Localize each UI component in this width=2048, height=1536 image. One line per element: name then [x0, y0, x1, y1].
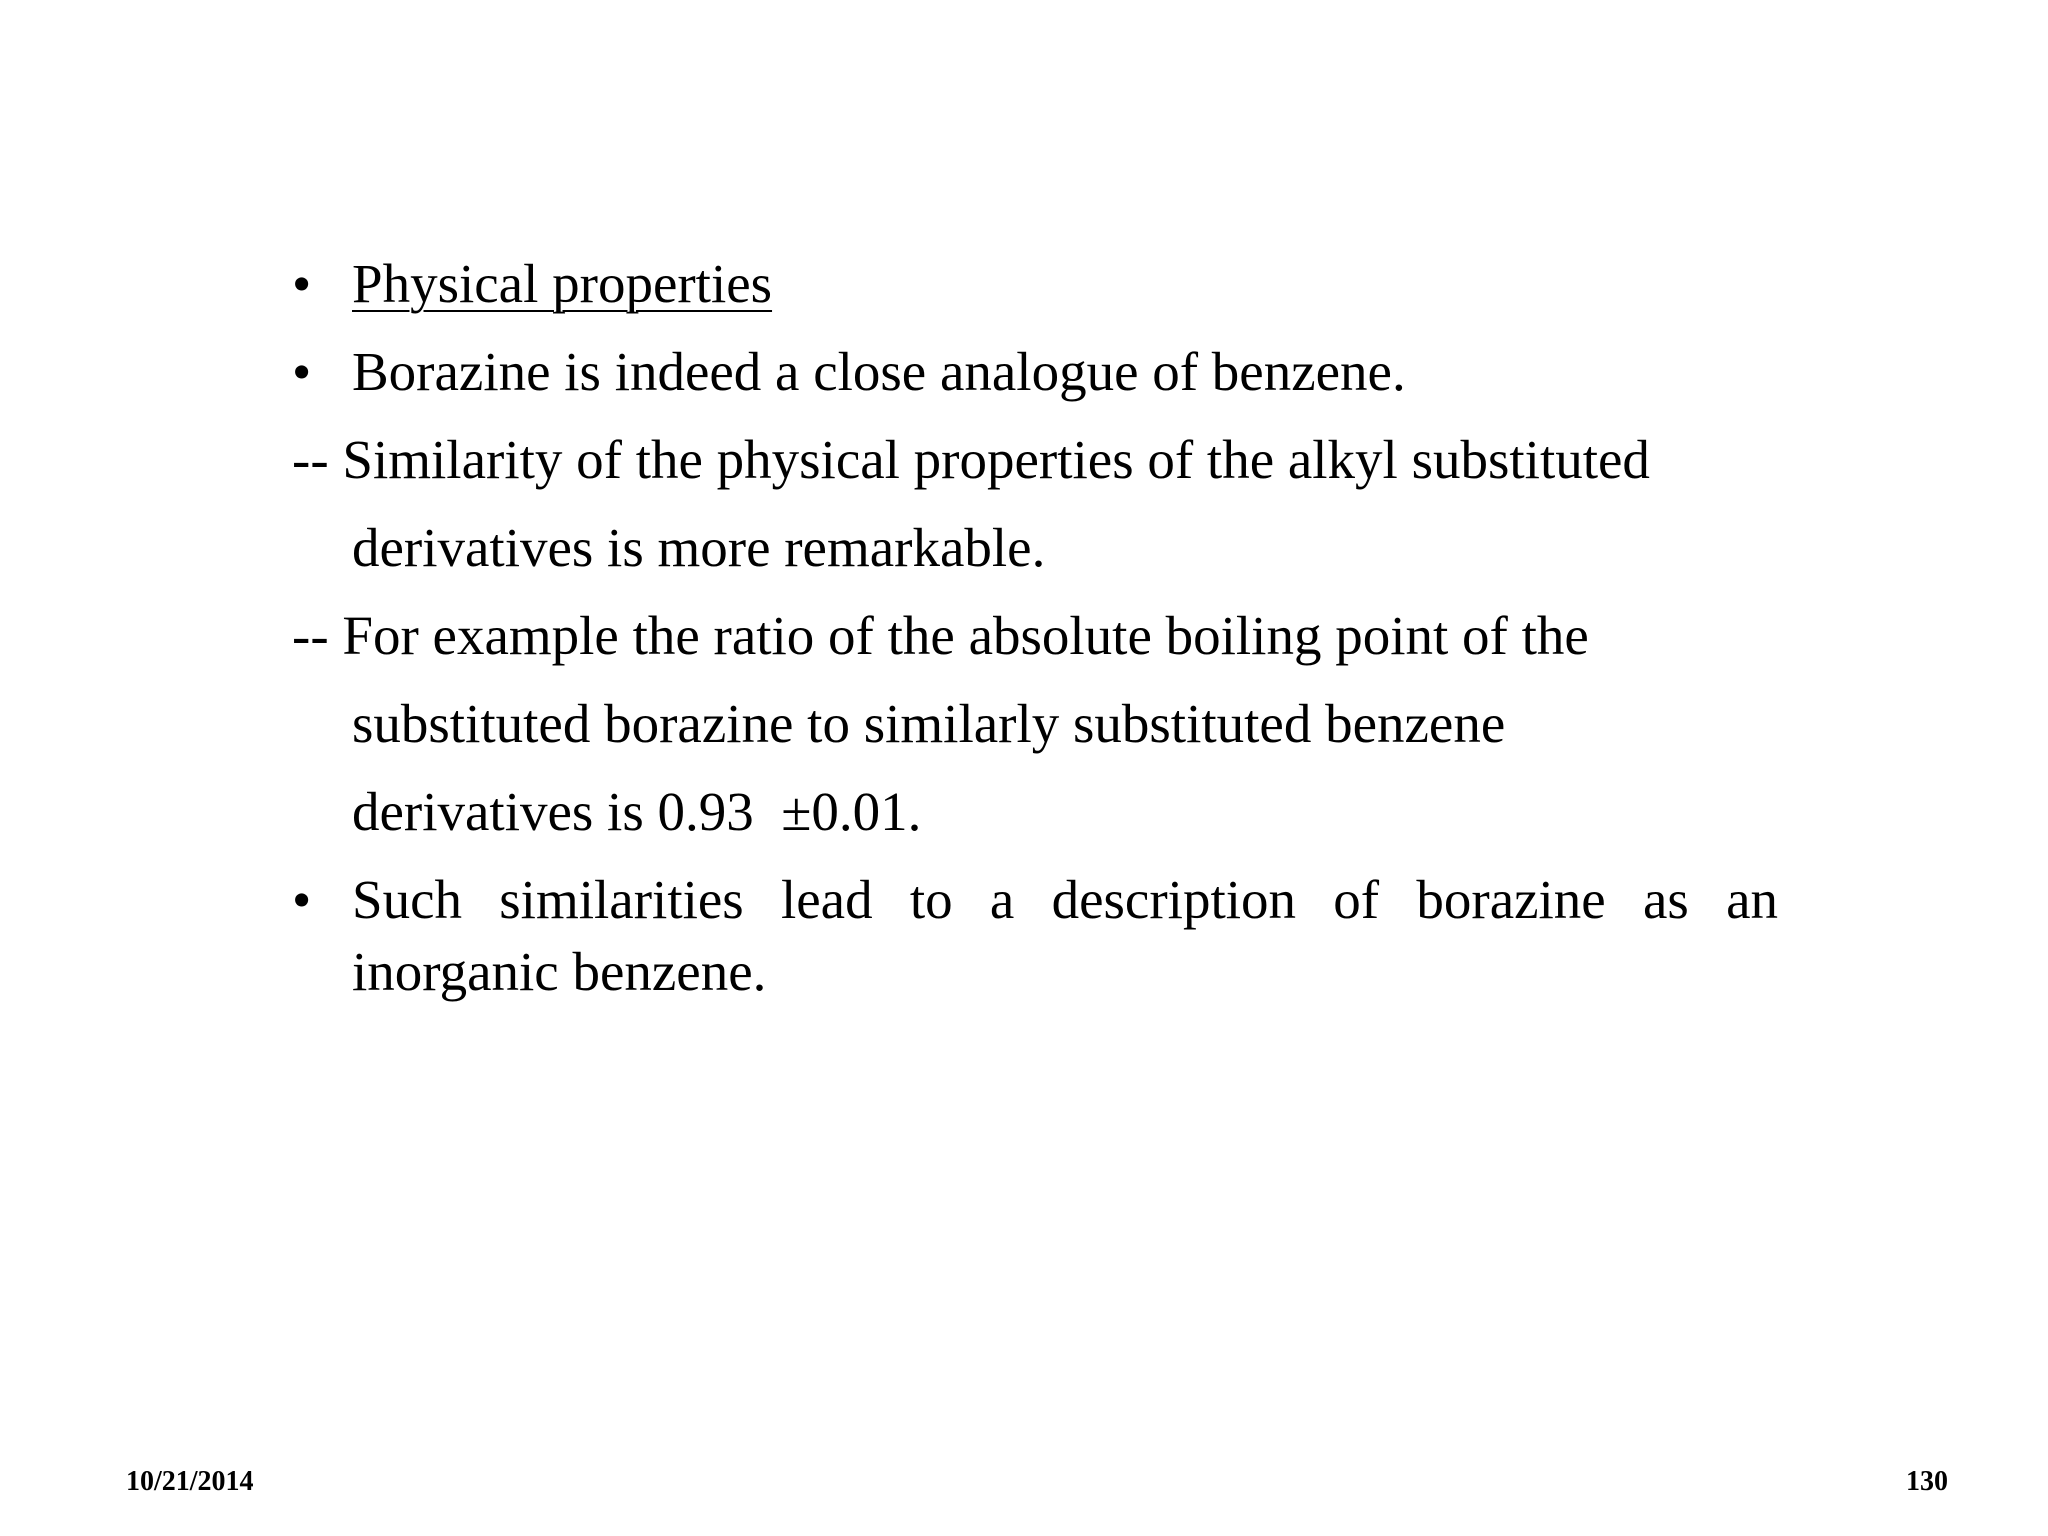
slide-content [292, 248, 1778, 1024]
bullet-dot: • [292, 341, 312, 402]
continuation-text: derivatives is more remarkable. [352, 517, 1046, 578]
continuation-text: derivatives is 0.93 ±0.01. [352, 781, 922, 842]
bullet-text: Such similarities lead to a description of borazine as an inorganic benzene. [352, 869, 1778, 1002]
bullet-item [292, 336, 1778, 408]
footer-date: 10/21/2014 [126, 1466, 254, 1497]
bullet-dot: • [292, 253, 312, 314]
continuation-text: substituted borazine to similarly substituted benzene [352, 693, 1506, 754]
section-heading: Physical properties [352, 253, 773, 314]
dash-item: -- Similarity of the physical properties of the alkyl substituted [292, 429, 1650, 490]
page-number: 130 [1906, 1466, 1948, 1497]
bullet-item [292, 864, 1778, 1008]
bullet-text: Borazine is indeed a close analogue of benzene. [352, 341, 1406, 402]
bullet-heading [292, 248, 1778, 320]
dash-item: -- For example the ratio of the absolute boiling point of the [292, 605, 1589, 666]
bullet-dot: • [292, 869, 312, 930]
